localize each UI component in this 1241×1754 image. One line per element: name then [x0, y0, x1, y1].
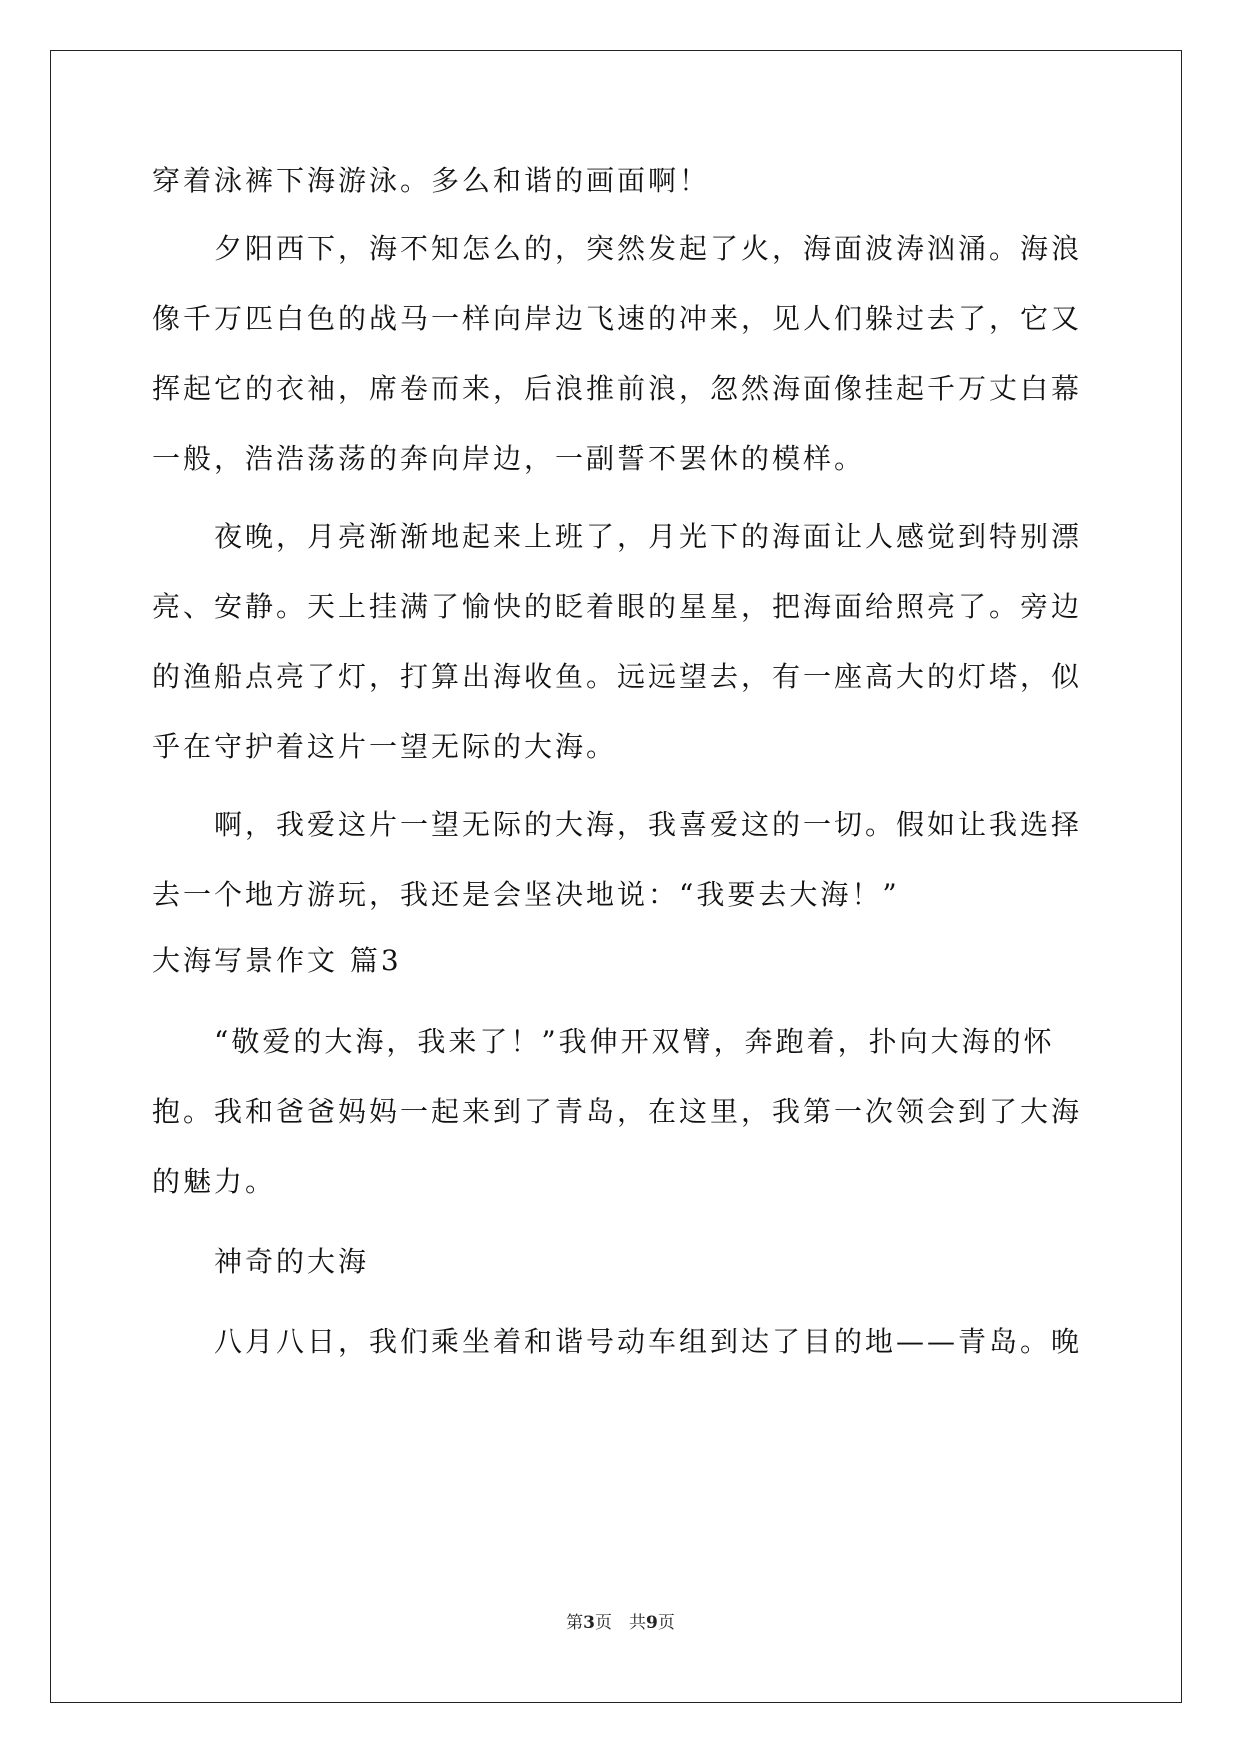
paragraph-line: 夜晚，月亮渐渐地起来上班了，月光下的海面让人感觉到特别漂 — [152, 520, 1083, 553]
paragraph-line: 亮、安静。天上挂满了愉快的眨着眼的星星，把海面给照亮了。旁边 — [152, 590, 1083, 623]
paragraph-line: “敬爱的大海，我来了！”我伸开双臂，奔跑着，扑向大海的怀 — [152, 1025, 1055, 1058]
paragraph-line: 挥起它的衣袖，席卷而来，后浪推前浪，忽然海面像挂起千万丈白幕 — [152, 372, 1083, 405]
footer-page-mid: 页 共 — [595, 1613, 646, 1633]
footer-page-suffix: 页 — [657, 1613, 675, 1633]
paragraph-line: 啊，我爱这片一望无际的大海，我喜爱这的一切。假如让我选择 — [152, 808, 1083, 841]
footer-page-current: 3 — [583, 1613, 595, 1633]
paragraph-line: 抱。我和爸爸妈妈一起来到了青岛，在这里，我第一次领会到了大海 — [152, 1095, 1083, 1128]
paragraph-line: 像千万匹白色的战马一样向岸边飞速的冲来，见人们躲过去了，它又 — [152, 302, 1083, 335]
paragraph-line: 去一个地方游玩，我还是会坚决地说：“我要去大海！” — [152, 878, 900, 911]
page-footer — [0, 1611, 1241, 1635]
paragraph-line: 乎在守护着这片一望无际的大海。 — [152, 730, 618, 763]
footer-page-total: 9 — [646, 1613, 658, 1633]
paragraph-line: 的渔船点亮了灯，打算出海收鱼。远远望去，有一座高大的灯塔，似 — [152, 660, 1083, 693]
section-heading: 大海写景作文 篇3 — [152, 944, 402, 977]
subtitle-line: 神奇的大海 — [152, 1245, 370, 1278]
footer-page-prefix: 第 — [566, 1613, 584, 1633]
paragraph-line: 的魅力。 — [152, 1165, 277, 1198]
paragraph-line: 八月八日，我们乘坐着和谐号动车组到达了目的地——青岛。晚 — [152, 1325, 1083, 1358]
paragraph-line: 夕阳西下，海不知怎么的，突然发起了火，海面波涛汹涌。海浪 — [152, 232, 1083, 265]
paragraph-line: 一般，浩浩荡荡的奔向岸边，一副誓不罢休的模样。 — [152, 442, 866, 475]
text-line: 穿着泳裤下海游泳。多么和谐的画面啊！ — [152, 164, 711, 197]
